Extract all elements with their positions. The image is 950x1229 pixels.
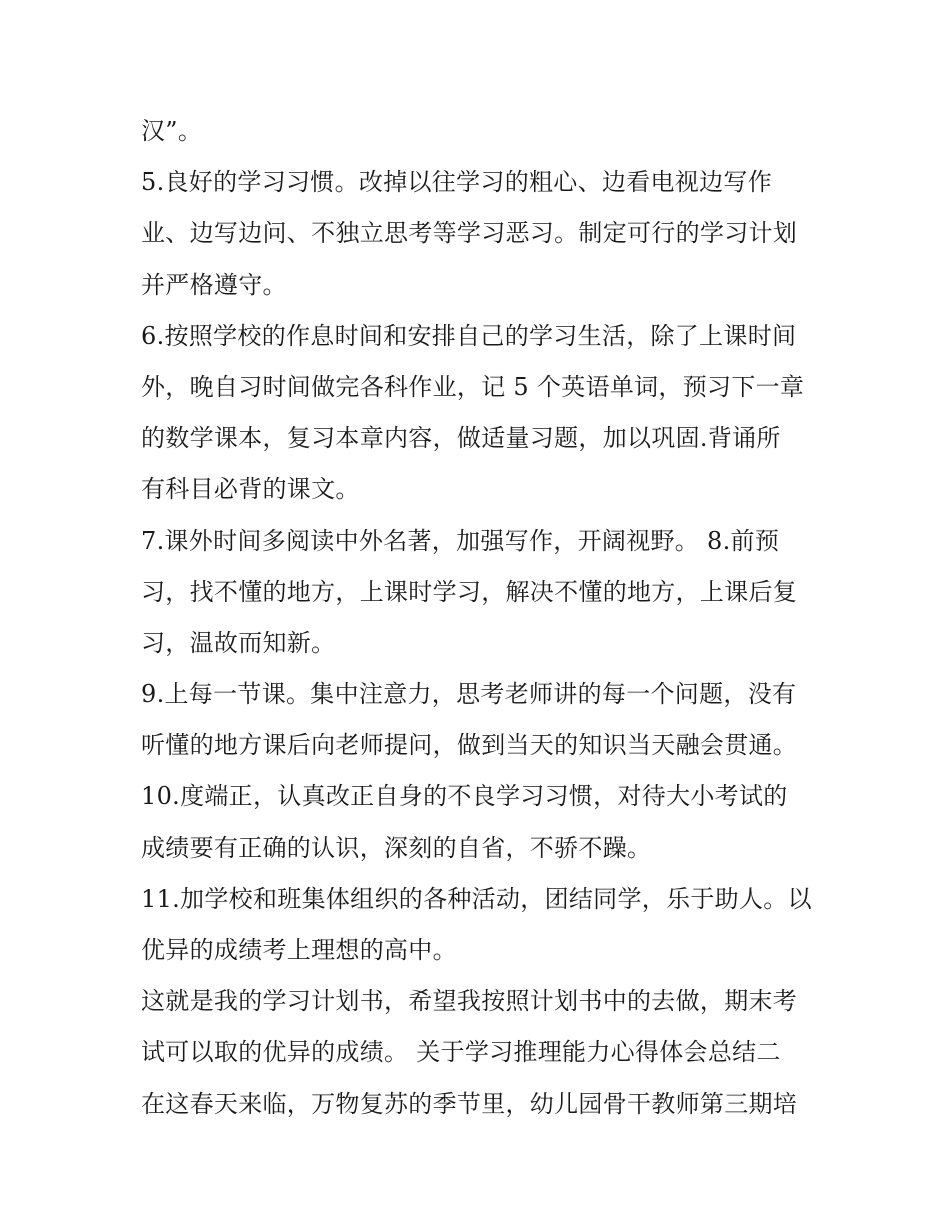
text-line: 5.良好的学习习惯。改掉以往学习的粗心、边看电视边写作 bbox=[141, 168, 772, 197]
text-line: 试可以取的优异的成绩。 关于学习推理能力心得体会总结二 bbox=[141, 1038, 781, 1067]
text-line: 10.度端正，认真改正自身的不良学习习惯，对待大小考试的 bbox=[141, 782, 788, 811]
text-line: 汉”。 bbox=[141, 117, 203, 145]
text-line: 优异的成绩考上理想的高中。 bbox=[141, 936, 457, 964]
text-line: 习，温故而知新。 bbox=[141, 628, 336, 657]
text-line: 听懂的地方课后向老师提问，做到当天的知识当天融会贯通。 bbox=[141, 731, 798, 760]
text-line: 在这春天来临，万物复苏的季节里，幼儿园骨干教师第三期培 bbox=[141, 1089, 798, 1118]
text-line: 成绩要有正确的认识，深刻的自省，不骄不躁。 bbox=[141, 833, 652, 862]
text-line: 业、边写边问、不独立思考等学习恶习。制定可行的学习计划 bbox=[141, 219, 798, 248]
text-line: 习，找不懂的地方，上课时学习，解决不懂的地方，上课后复 bbox=[141, 577, 798, 606]
text-line: 11.加学校和班集体组织的各种活动，团结同学，乐于助人。以 bbox=[141, 884, 812, 913]
text-line: 并严格遵守。 bbox=[141, 270, 287, 299]
text-line: 外，晚自习时间做完各科作业，记 5 个英语单词，预习下一章 bbox=[141, 372, 805, 401]
text-line: 9.上每一节课。集中注意力，思考老师讲的每一个问题，没有 bbox=[141, 680, 797, 709]
text-line: 有科目必背的课文。 bbox=[141, 475, 360, 504]
text-line: 7.课外时间多阅读中外名著，加强写作，开阔视野。 8.前预 bbox=[141, 526, 780, 555]
text-line: 6.按照学校的作息时间和安排自己的学习生活，除了上课时间 bbox=[141, 321, 797, 350]
text-line: 这就是我的学习计划书，希望我按照计划书中的去做，期末考 bbox=[141, 987, 798, 1016]
text-line: 的数学课本，复习本章内容，做适量习题，加以巩固.背诵所 bbox=[141, 424, 781, 453]
document-body bbox=[141, 106, 821, 1130]
